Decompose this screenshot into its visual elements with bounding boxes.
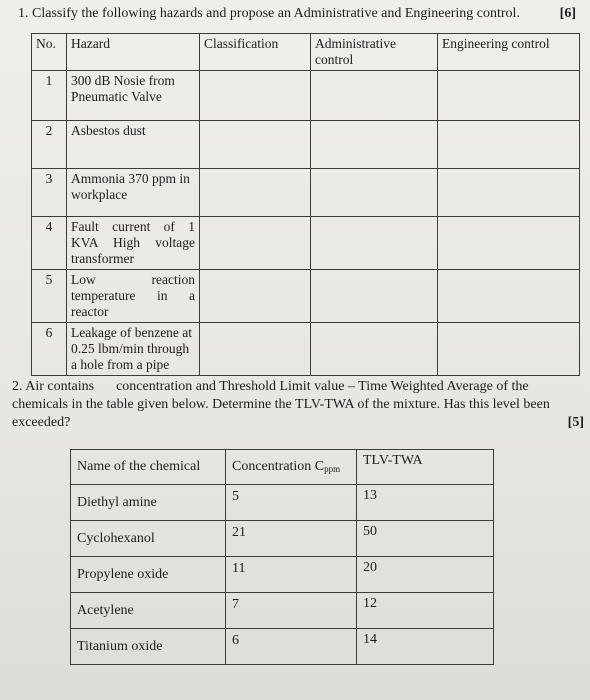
header-concentration-subscript: ppm: [324, 464, 341, 474]
row-administrative-control: [311, 121, 438, 169]
header-tlv-twa: TLV-TWA: [357, 450, 494, 485]
hazard-table: [31, 33, 580, 376]
row-classification: [200, 121, 311, 169]
row-classification: [200, 217, 311, 270]
row-administrative-control: [311, 71, 438, 121]
row-no: 2: [32, 121, 67, 169]
chemical-concentration: 11: [226, 557, 357, 593]
header-hazard: Hazard: [67, 34, 200, 71]
chemical-tlv: 14: [357, 629, 494, 665]
header-chemical-name: Name of the chemical: [71, 450, 226, 485]
table-row: [32, 323, 580, 376]
question-2: [12, 378, 586, 432]
chemical-name: Cyclohexanol: [71, 521, 226, 557]
question-1-marks: [6]: [559, 6, 576, 21]
row-classification: [200, 169, 311, 217]
row-hazard: Asbestos dust: [67, 121, 200, 169]
table-row: [71, 593, 494, 629]
row-no: 3: [32, 169, 67, 217]
chemical-name: Diethyl amine: [71, 485, 226, 521]
row-engineering-control: [438, 323, 580, 376]
table-row: [32, 121, 580, 169]
question-1: [18, 6, 578, 22]
row-hazard: 300 dB Nosie from Pneumatic Valve: [67, 71, 200, 121]
chemical-tlv: 13: [357, 485, 494, 521]
row-hazard: Fault current of 1 KVA High voltage transformer: [67, 217, 200, 270]
question-2-number: 2.: [12, 379, 23, 394]
row-no: 1: [32, 71, 67, 121]
chemical-concentration: 6: [226, 629, 357, 665]
row-administrative-control: [311, 323, 438, 376]
table-row: [71, 521, 494, 557]
table-row: [71, 629, 494, 665]
chemical-table-header: [71, 450, 494, 485]
table-row: [71, 485, 494, 521]
row-engineering-control: [438, 71, 580, 121]
row-hazard: Low reaction temperature in a reactor: [67, 270, 200, 323]
chemical-concentration: 5: [226, 485, 357, 521]
row-no: 4: [32, 217, 67, 270]
row-no: 6: [32, 323, 67, 376]
row-administrative-control: [311, 169, 438, 217]
header-administrative-control: Administrative control: [311, 34, 438, 71]
row-engineering-control: [438, 270, 580, 323]
row-engineering-control: [438, 121, 580, 169]
chemical-name: Acetylene: [71, 593, 226, 629]
table-row: [71, 557, 494, 593]
table-row: [32, 270, 580, 323]
table-row: [32, 217, 580, 270]
header-engineering-control: Engineering control: [438, 34, 580, 71]
header-concentration-text: Concentration C: [232, 459, 325, 474]
table-row: [32, 71, 580, 121]
header-classification: Classification: [200, 34, 311, 71]
row-hazard: Leakage of benzene at 0.25 lbm/min through a hole from a pipe: [67, 323, 200, 376]
row-no: 5: [32, 270, 67, 323]
question-2-marks: [5]: [567, 415, 584, 430]
row-administrative-control: [311, 217, 438, 270]
hazard-table-header: [32, 34, 580, 71]
chemical-table: [70, 449, 494, 665]
chemical-concentration: 7: [226, 593, 357, 629]
row-engineering-control: [438, 169, 580, 217]
table-row: [32, 169, 580, 217]
chemical-name: Titanium oxide: [71, 629, 226, 665]
header-no: No.: [32, 34, 67, 71]
row-engineering-control: [438, 217, 580, 270]
row-hazard: Ammonia 370 ppm in workplace: [67, 169, 200, 217]
chemical-tlv: 20: [357, 557, 494, 593]
chemical-tlv: 12: [357, 593, 494, 629]
row-classification: [200, 71, 311, 121]
question-2-text-b: concentration and Threshold Limit value – Time Weighted Average of the chemicals in the table given below. Determine the TLV-TWA of the mixture. Has this level been exceeded?: [12, 379, 550, 430]
row-classification: [200, 270, 311, 323]
question-1-text: 1. Classify the following hazards and propose an Administrative and Engineering control.: [18, 6, 520, 21]
row-classification: [200, 323, 311, 376]
chemical-concentration: 21: [226, 521, 357, 557]
chemical-tlv: 50: [357, 521, 494, 557]
header-concentration: [226, 450, 357, 485]
chemical-name: Propylene oxide: [71, 557, 226, 593]
row-administrative-control: [311, 270, 438, 323]
question-2-text-a: Air contains: [25, 379, 95, 394]
